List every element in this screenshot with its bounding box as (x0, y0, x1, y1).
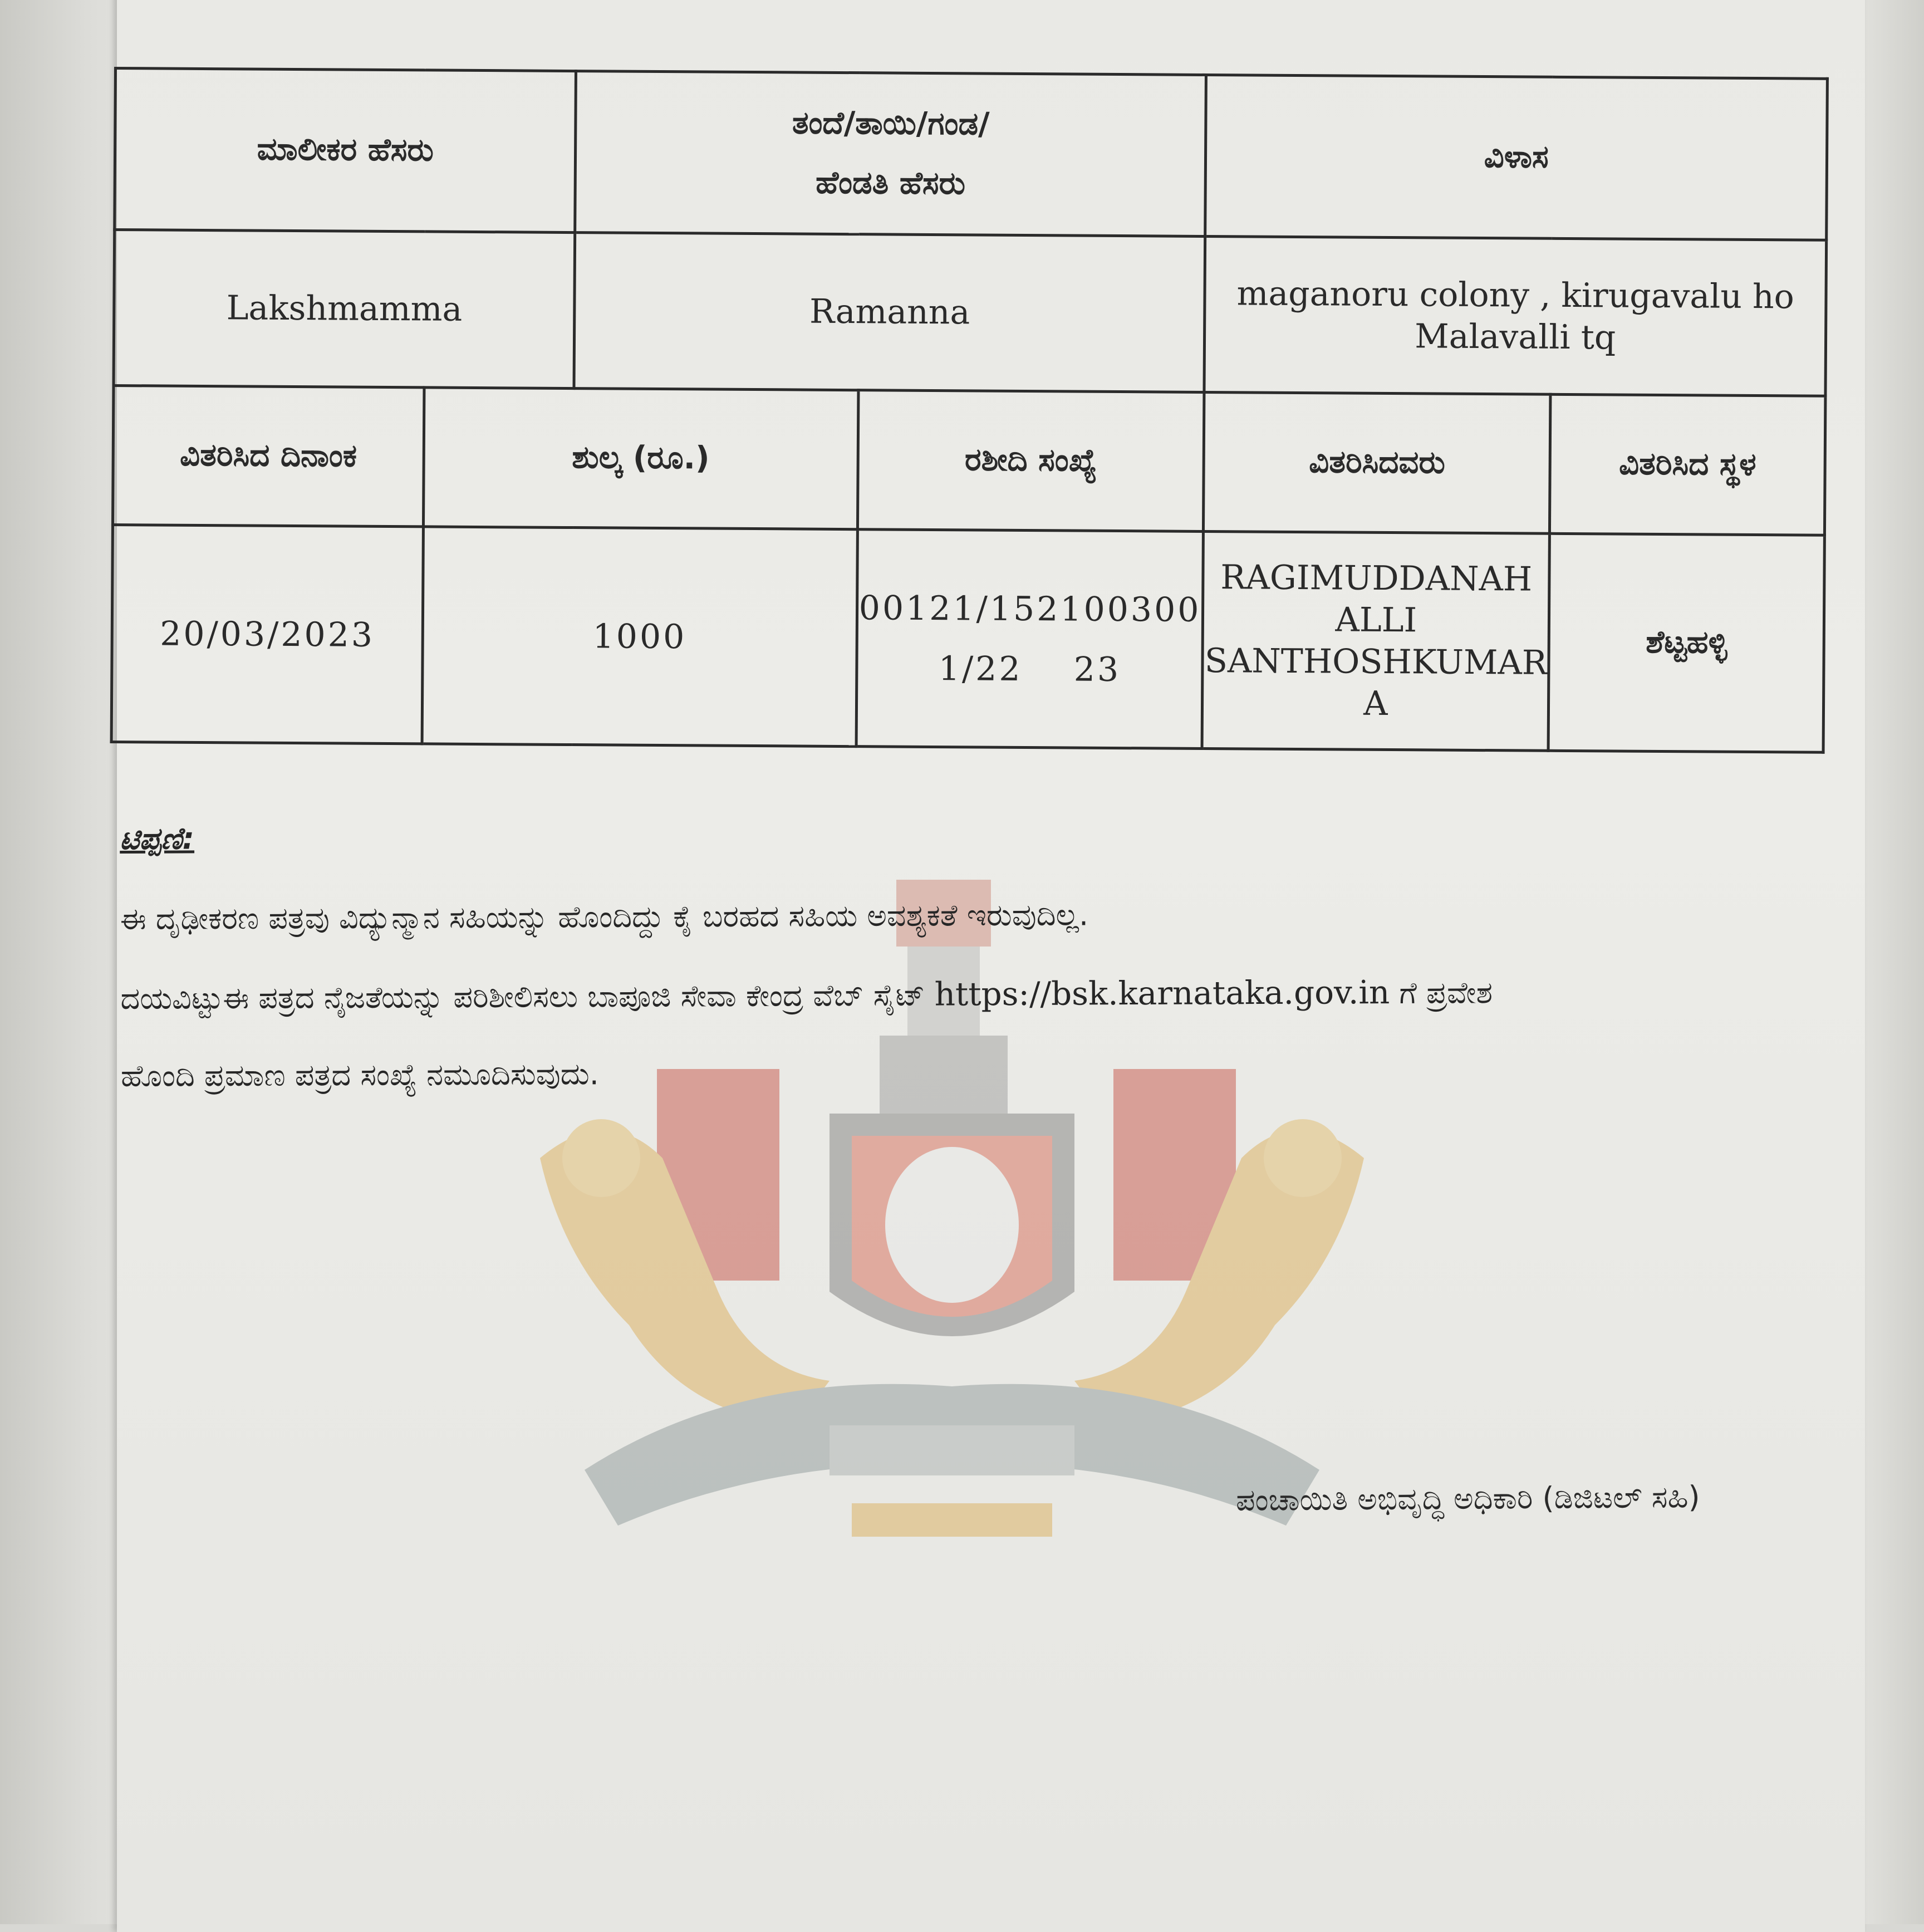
table-row (111, 524, 1824, 752)
table-header-row (115, 68, 1828, 241)
issued-by-value (1202, 531, 1549, 751)
address-value-line2: Malavalli tq (1415, 316, 1616, 357)
relation-name-value: Ramanna (574, 233, 1205, 393)
owner-name-value: Lakshmamma (114, 230, 575, 389)
note-line-2-prefix: ದಯವಿಟ್ಟುಈ ಪತ್ರದ ನೈಜತೆಯನ್ನು ಪರಿಶೀಲಿಸಲು ಬಾಪೂಜಿ ಸೇವಾ ಕೇಂದ್ರ ವೆಬ್ ಸೈಟ್ (120, 977, 925, 1016)
address-value (1204, 236, 1826, 396)
certificate-table (110, 67, 1829, 754)
issued-date-value: 20/03/2023 (111, 524, 423, 743)
fee-value: 1000 (422, 527, 857, 747)
table-header-row (112, 386, 1825, 536)
issued-by-line4: A (1363, 684, 1388, 723)
issued-by-header: ವಿತರಿಸಿದವರು (1204, 392, 1551, 533)
owner-name-header: ಮಾಲೀಕರ ಹೆಸರು (115, 68, 576, 233)
issued-date-header: ವಿತರಿಸಿದ ದಿನಾಂಕ (112, 386, 424, 527)
address-value-line1: maganoru colony , kirugavalu ho (1236, 273, 1795, 316)
note-line-2-suffix: ಗೆ ಪ್ರವೇಶ (1399, 975, 1493, 1011)
notes-section (120, 817, 1791, 1139)
relation-name-header-line2: ಹೆಂಡತಿ ಹೆಸರು (815, 164, 966, 202)
digital-signature-label: ಪಂಚಾಯಿತಿ ಅಭಿವೃದ್ಧಿ ಅಧಿಕಾರಿ (ಡಿಜಿಟಲ್ ಸಹಿ) (1235, 1479, 1700, 1518)
fee-header: ಶುಲ್ಕ (ರೂ.) (423, 388, 858, 529)
issued-by-line3: SANTHOSHKUMAR (1204, 641, 1548, 683)
issued-place-header: ವಿತರಿಸಿದ ಸ್ಥಳ (1550, 394, 1825, 535)
verification-url-link[interactable]: https://bsk.karnataka.gov.in (934, 973, 1390, 1013)
note-line-3: ಹೊಂದಿ ಪ್ರಮಾಣ ಪತ್ರದ ಸಂಖ್ಯೆ ನಮೂದಿಸುವುದು. (120, 1056, 599, 1094)
table-row (114, 230, 1827, 396)
background-surface (1857, 0, 1924, 1924)
receipt-number-line2: 1/22 23 (938, 649, 1121, 689)
receipt-number-value (856, 529, 1204, 749)
relation-name-header (575, 71, 1206, 237)
issued-by-line1: RAGIMUDDANAH (1220, 557, 1533, 599)
note-line-2 (120, 974, 1790, 1014)
issued-by-line2: ALLI (1335, 600, 1417, 640)
relation-name-header-line1: ತಂದೆ/ತಾಯಿ/ಗಂಡ/ (792, 105, 990, 143)
address-header: ವಿಳಾಸ (1205, 75, 1827, 240)
receipt-number-header: ರಶೀದಿ ಸಂಖ್ಯೆ (857, 390, 1204, 532)
issued-place-value: ಶೆಟ್ಟಹಳ್ಳಿ (1548, 533, 1824, 752)
note-line-1: ಈ ದೃಢೀಕರಣ ಪತ್ರವು ವಿದ್ಯುನ್ಮಾನ ಸಹಿಯನ್ನು ಹೊಂದಿದ್ದು ಕೈ ಬರಹದ ಸಹಿಯ ಅವಶ್ಯಕತೆ ಇರುವುದಿಲ್ಲ. (120, 897, 1089, 936)
notes-title: ಟಿಪ್ಪಣಿ: (119, 821, 195, 856)
receipt-number-line1: 00121/152100300 (858, 588, 1201, 630)
